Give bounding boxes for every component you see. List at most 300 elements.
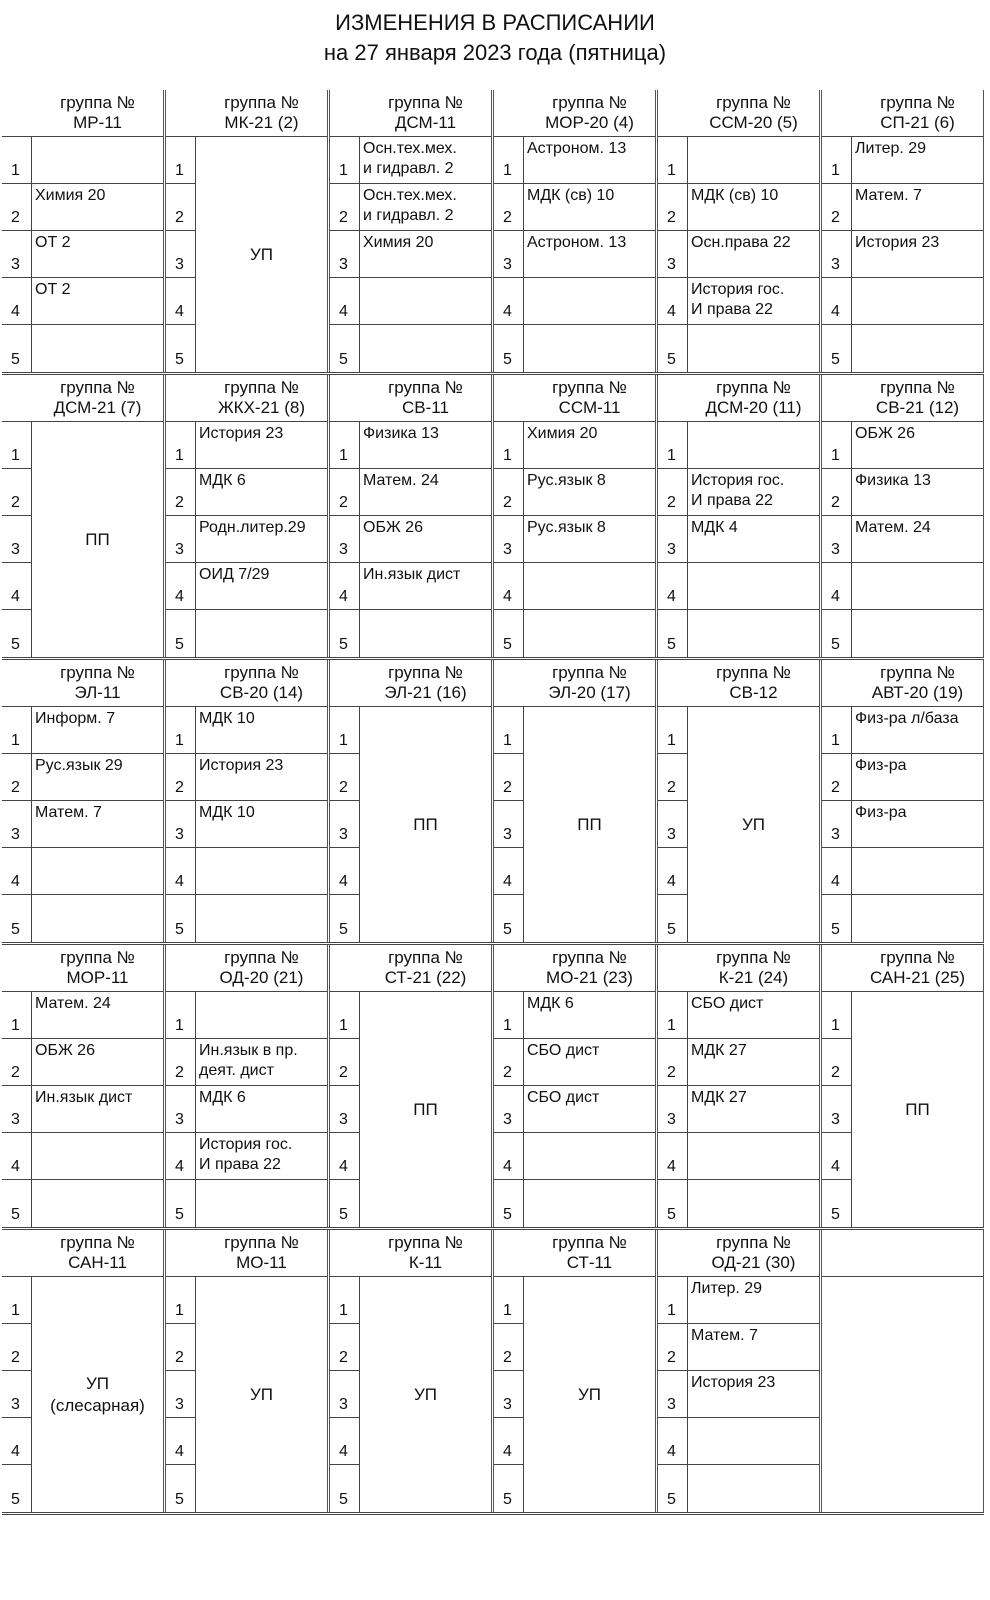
schedule-grid — [2, 90, 984, 1515]
period-number: 3 — [822, 231, 852, 278]
lesson-cell — [688, 422, 819, 469]
subtitle: на 27 января 2023 года (пятница) — [323, 40, 667, 65]
group-column — [166, 945, 330, 1227]
period-number: 3 — [494, 1086, 524, 1133]
period-number: 2 — [166, 1039, 196, 1086]
lesson-cell: ОБЖ 26 — [852, 422, 983, 469]
period-number: 3 — [658, 1371, 688, 1418]
period-numbers — [658, 992, 688, 1227]
group-label: группа № МР-11 — [60, 93, 135, 132]
period-number: 1 — [330, 137, 360, 184]
header-spacer — [166, 1230, 196, 1276]
group-label: группа № СВ-12 — [716, 663, 791, 702]
lesson-cell — [688, 1180, 819, 1227]
period-number: 5 — [494, 325, 524, 372]
lesson-cell — [852, 325, 983, 372]
header-spacer — [166, 375, 196, 421]
period-numbers — [330, 992, 360, 1227]
period-number: 2 — [658, 754, 688, 801]
period-number: 4 — [330, 1418, 360, 1465]
group-column — [330, 660, 494, 942]
group-header — [822, 375, 983, 422]
period-number: 2 — [166, 184, 196, 231]
period-number: 1 — [822, 992, 852, 1039]
group-label: группа № ЭЛ-20 (17) — [548, 663, 631, 702]
period-number: 4 — [658, 278, 688, 325]
page-title — [0, 8, 990, 68]
group-header — [658, 945, 819, 992]
period-number: 2 — [2, 754, 32, 801]
group-label: группа № МО-21 (23) — [546, 948, 633, 987]
lessons-column — [32, 707, 163, 942]
group-body — [166, 992, 327, 1227]
lesson-cell: МДК 6 — [524, 992, 655, 1039]
lesson-cell: ОБЖ 26 — [32, 1039, 163, 1086]
header-spacer — [330, 1230, 360, 1276]
group-header — [658, 90, 819, 137]
header-spacer — [330, 375, 360, 421]
group-header — [494, 945, 655, 992]
group-column — [822, 945, 984, 1227]
period-number: 2 — [822, 469, 852, 516]
lesson-cell: МДК (св) 10 — [688, 184, 819, 231]
period-number: 5 — [822, 1180, 852, 1227]
period-number: 2 — [822, 184, 852, 231]
group-label: группа № СВ-20 (14) — [219, 663, 304, 702]
period-numbers — [2, 1277, 32, 1512]
period-number: 3 — [2, 516, 32, 563]
period-number: 3 — [822, 1086, 852, 1133]
period-numbers — [658, 1277, 688, 1512]
lesson-cell — [524, 610, 655, 657]
lessons-column — [524, 1277, 655, 1512]
group-header — [822, 660, 983, 707]
period-number: 1 — [658, 707, 688, 754]
lessons-column — [360, 422, 491, 657]
group-column — [166, 1230, 330, 1512]
group-column — [2, 375, 166, 657]
group-header — [494, 90, 655, 137]
period-number: 2 — [2, 469, 32, 516]
group-label: группа № МОР-11 — [60, 948, 135, 987]
period-number: 4 — [658, 848, 688, 895]
lessons-column — [196, 422, 327, 657]
lessons-column — [32, 1277, 163, 1512]
lesson-cell: Матем. 7 — [688, 1324, 819, 1371]
group-label: группа № СВ-11 — [388, 378, 463, 417]
group-column — [494, 660, 658, 942]
lessons-column — [360, 992, 491, 1227]
period-number: 5 — [822, 325, 852, 372]
group-body — [658, 1277, 819, 1512]
period-number: 1 — [658, 137, 688, 184]
period-number: 3 — [2, 1371, 32, 1418]
period-numbers — [658, 707, 688, 942]
period-number: 1 — [166, 707, 196, 754]
period-number: 1 — [822, 422, 852, 469]
lessons-column — [360, 1277, 491, 1512]
lesson-cell: Осн.тех.мех. и гидравл. 2 — [360, 184, 491, 231]
lesson-cell — [688, 610, 819, 657]
period-number: 5 — [658, 1465, 688, 1512]
lesson-cell: Литер. 29 — [852, 137, 983, 184]
period-number: 1 — [166, 422, 196, 469]
lesson-cell — [32, 1133, 163, 1180]
period-numbers — [658, 137, 688, 372]
header-spacer — [822, 90, 852, 136]
merged-activity: ПП — [577, 814, 602, 834]
group-header — [658, 1230, 819, 1277]
lesson-cell: Физ-ра л/база — [852, 707, 983, 754]
header-spacer — [494, 1230, 524, 1276]
period-number: 1 — [166, 992, 196, 1039]
lesson-cell: История 23 — [196, 754, 327, 801]
period-number: 1 — [2, 1277, 32, 1324]
lesson-cell — [32, 1180, 163, 1227]
period-number: 1 — [2, 992, 32, 1039]
lessons-column — [524, 422, 655, 657]
group-header — [822, 945, 983, 992]
group-body — [822, 137, 983, 372]
period-number: 1 — [658, 992, 688, 1039]
header-spacer — [494, 660, 524, 706]
group-column — [2, 660, 166, 942]
period-number: 4 — [494, 1133, 524, 1180]
lesson-cell: История гос. И права 22 — [688, 469, 819, 516]
lesson-cell: ОБЖ 26 — [360, 516, 491, 563]
period-number: 5 — [2, 895, 32, 942]
period-numbers — [330, 422, 360, 657]
period-number: 3 — [2, 1086, 32, 1133]
group-label — [852, 1230, 983, 1276]
period-number: 2 — [330, 469, 360, 516]
period-number: 3 — [330, 231, 360, 278]
period-number: 4 — [166, 1418, 196, 1465]
group-body — [494, 137, 655, 372]
lesson-cell: Физика 13 — [360, 422, 491, 469]
lesson-cell — [524, 278, 655, 325]
header-spacer — [822, 375, 852, 421]
header-spacer — [658, 90, 688, 136]
lesson-cell — [688, 325, 819, 372]
merged-activity: УП — [249, 244, 274, 264]
lessons-column — [688, 422, 819, 657]
lessons-column — [360, 707, 491, 942]
schedule-block — [2, 1230, 984, 1515]
lesson-cell: Астроном. 13 — [524, 137, 655, 184]
header-spacer — [2, 375, 32, 421]
period-number: 5 — [2, 325, 32, 372]
period-number: 3 — [330, 801, 360, 848]
period-numbers — [822, 992, 852, 1227]
period-number: 5 — [494, 1180, 524, 1227]
header-spacer — [2, 660, 32, 706]
period-number: 3 — [494, 801, 524, 848]
schedule-block — [2, 375, 984, 660]
header-spacer — [494, 945, 524, 991]
lesson-cell — [196, 992, 327, 1039]
lesson-cell: МДК 10 — [196, 707, 327, 754]
period-number: 3 — [330, 1086, 360, 1133]
merged-activity: УП — [413, 1384, 438, 1404]
lesson-cell — [688, 137, 819, 184]
lesson-cell: Матем. 7 — [852, 184, 983, 231]
lesson-cell: Матем. 7 — [32, 801, 163, 848]
lesson-cell: Физика 13 — [852, 469, 983, 516]
group-header — [166, 660, 327, 707]
period-numbers — [2, 422, 32, 657]
period-number: 4 — [494, 278, 524, 325]
lesson-cell: История гос. И права 22 — [688, 278, 819, 325]
period-number: 1 — [330, 1277, 360, 1324]
lesson-cell — [196, 848, 327, 895]
merged-activity: УП (слесарная) — [50, 1373, 145, 1415]
period-number: 2 — [330, 1039, 360, 1086]
period-number: 3 — [822, 516, 852, 563]
lesson-cell — [196, 1180, 327, 1227]
group-body — [2, 422, 163, 657]
period-number: 5 — [330, 1180, 360, 1227]
header-spacer — [658, 660, 688, 706]
group-label: группа № К-11 — [388, 1233, 463, 1272]
group-body — [658, 137, 819, 372]
group-body — [330, 422, 491, 657]
merged-activity: ПП — [413, 1099, 438, 1119]
period-numbers — [166, 422, 196, 657]
lesson-cell: МДК 27 — [688, 1086, 819, 1133]
group-column — [330, 945, 494, 1227]
group-body — [330, 992, 491, 1227]
period-number: 2 — [658, 184, 688, 231]
period-number: 1 — [2, 422, 32, 469]
header-spacer — [822, 945, 852, 991]
period-number: 2 — [822, 1039, 852, 1086]
period-numbers — [494, 1277, 524, 1512]
schedule-block — [2, 945, 984, 1230]
group-label: группа № МК-21 (2) — [224, 93, 299, 132]
lessons-column — [524, 707, 655, 942]
header-spacer — [330, 90, 360, 136]
group-column — [494, 90, 658, 372]
period-number: 1 — [494, 422, 524, 469]
period-number: 3 — [166, 231, 196, 278]
period-number: 4 — [822, 1133, 852, 1180]
period-number: 5 — [330, 610, 360, 657]
group-label: группа № ОД-20 (21) — [219, 948, 304, 987]
lesson-cell: Матем. 24 — [852, 516, 983, 563]
period-number: 3 — [166, 1086, 196, 1133]
group-column — [822, 375, 984, 657]
group-header — [330, 660, 491, 707]
period-number: 5 — [822, 895, 852, 942]
group-label: группа № АВТ-20 (19) — [871, 663, 964, 702]
lesson-cell: Родн.литер.29 — [196, 516, 327, 563]
merged-activity: УП — [741, 814, 766, 834]
lesson-cell: МДК 10 — [196, 801, 327, 848]
period-numbers — [166, 137, 196, 372]
period-number: 5 — [494, 610, 524, 657]
group-label: группа № ДСМ-20 (11) — [705, 378, 802, 417]
header-spacer — [166, 90, 196, 136]
period-number: 4 — [658, 1133, 688, 1180]
period-number: 1 — [658, 1277, 688, 1324]
period-number: 5 — [494, 1465, 524, 1512]
period-number: 2 — [166, 469, 196, 516]
group-header — [166, 90, 327, 137]
header-spacer — [658, 945, 688, 991]
lessons-column — [196, 137, 327, 372]
group-column — [658, 375, 822, 657]
lessons-column — [852, 992, 983, 1227]
period-number: 2 — [166, 754, 196, 801]
period-number: 1 — [2, 707, 32, 754]
group-header — [2, 660, 163, 707]
lesson-cell — [360, 610, 491, 657]
lesson-cell: Литер. 29 — [688, 1277, 819, 1324]
lessons-column — [196, 707, 327, 942]
lessons-column — [196, 992, 327, 1227]
lessons-column — [688, 992, 819, 1227]
lesson-cell — [32, 325, 163, 372]
header-spacer — [494, 375, 524, 421]
period-number: 2 — [2, 1039, 32, 1086]
merged-activity: ПП — [85, 529, 110, 549]
period-number: 4 — [494, 1418, 524, 1465]
period-numbers — [822, 422, 852, 657]
period-number: 4 — [494, 563, 524, 610]
period-number: 1 — [330, 992, 360, 1039]
period-number: 1 — [2, 137, 32, 184]
header-spacer — [2, 945, 32, 991]
group-label: группа № ССМ-11 — [552, 378, 627, 417]
group-label: группа № ЭЛ-21 (16) — [384, 663, 467, 702]
lesson-cell — [32, 848, 163, 895]
group-label: группа № МО-11 — [224, 1233, 299, 1272]
period-number: 3 — [658, 516, 688, 563]
lesson-cell — [688, 1418, 819, 1465]
lessons-column — [32, 422, 163, 657]
group-body — [822, 422, 983, 657]
lesson-cell: СБО дист — [688, 992, 819, 1039]
header-spacer — [330, 660, 360, 706]
group-header — [330, 90, 491, 137]
lesson-cell: История гос. И права 22 — [196, 1133, 327, 1180]
lesson-cell: История 23 — [196, 422, 327, 469]
group-label: группа № ЖКХ-21 (8) — [217, 378, 305, 417]
period-numbers — [494, 992, 524, 1227]
period-numbers — [2, 137, 32, 372]
period-number: 5 — [658, 325, 688, 372]
lesson-cell — [852, 895, 983, 942]
period-number: 5 — [2, 1180, 32, 1227]
period-number: 3 — [330, 516, 360, 563]
group-header — [494, 660, 655, 707]
group-body — [658, 707, 819, 942]
group-body — [494, 422, 655, 657]
period-number: 4 — [2, 1418, 32, 1465]
period-number: 4 — [658, 563, 688, 610]
lesson-cell — [852, 848, 983, 895]
group-label: группа № САН-21 (25) — [869, 948, 966, 987]
lesson-cell: История 23 — [688, 1371, 819, 1418]
group-header — [166, 945, 327, 992]
period-number: 2 — [2, 1324, 32, 1371]
group-header — [330, 375, 491, 422]
period-number: 1 — [330, 707, 360, 754]
period-number: 5 — [330, 895, 360, 942]
group-label: группа № К-21 (24) — [716, 948, 791, 987]
period-number: 5 — [166, 325, 196, 372]
group-header — [166, 1230, 327, 1277]
lesson-cell: Матем. 24 — [32, 992, 163, 1039]
merged-activity: ПП — [905, 1099, 930, 1119]
header-spacer — [494, 90, 524, 136]
period-number: 3 — [658, 1086, 688, 1133]
period-numbers — [330, 1277, 360, 1512]
group-column — [2, 90, 166, 372]
group-label: группа № МОР-20 (4) — [545, 93, 634, 132]
period-number: 1 — [494, 1277, 524, 1324]
period-number: 4 — [166, 563, 196, 610]
lesson-cell: МДК (св) 10 — [524, 184, 655, 231]
period-numbers — [166, 1277, 196, 1512]
lesson-cell: Химия 20 — [524, 422, 655, 469]
lesson-cell — [688, 1133, 819, 1180]
period-number: 4 — [822, 848, 852, 895]
period-number: 1 — [494, 992, 524, 1039]
lessons-column — [688, 137, 819, 372]
period-number: 2 — [494, 184, 524, 231]
period-number: 1 — [330, 422, 360, 469]
lesson-cell: Осн.права 22 — [688, 231, 819, 278]
lesson-cell: МДК 6 — [196, 1086, 327, 1133]
group-header — [166, 375, 327, 422]
group-header — [330, 1230, 491, 1277]
group-label: группа № СТ-11 — [552, 1233, 627, 1272]
period-number: 1 — [658, 422, 688, 469]
period-number: 4 — [166, 1133, 196, 1180]
period-number: 5 — [166, 1180, 196, 1227]
group-header — [658, 375, 819, 422]
period-number: 3 — [2, 231, 32, 278]
group-header — [494, 1230, 655, 1277]
period-number: 5 — [658, 610, 688, 657]
period-numbers — [658, 422, 688, 657]
lessons-column — [360, 137, 491, 372]
lesson-cell: МДК 27 — [688, 1039, 819, 1086]
lessons-column — [852, 137, 983, 372]
lesson-cell — [32, 137, 163, 184]
period-numbers — [330, 137, 360, 372]
period-number: 1 — [822, 137, 852, 184]
period-number: 3 — [822, 801, 852, 848]
group-header — [2, 1230, 163, 1277]
period-number: 3 — [330, 1371, 360, 1418]
header-spacer — [166, 660, 196, 706]
lesson-cell: Рус.язык 8 — [524, 516, 655, 563]
group-body — [166, 1277, 327, 1512]
period-number: 4 — [330, 1133, 360, 1180]
period-numbers — [2, 707, 32, 942]
period-number: 4 — [330, 848, 360, 895]
lesson-cell: Информ. 7 — [32, 707, 163, 754]
schedule-block — [2, 660, 984, 945]
lesson-cell: Физ-ра — [852, 754, 983, 801]
period-number: 2 — [330, 1324, 360, 1371]
period-numbers — [330, 707, 360, 942]
group-column — [330, 375, 494, 657]
period-number: 4 — [494, 848, 524, 895]
